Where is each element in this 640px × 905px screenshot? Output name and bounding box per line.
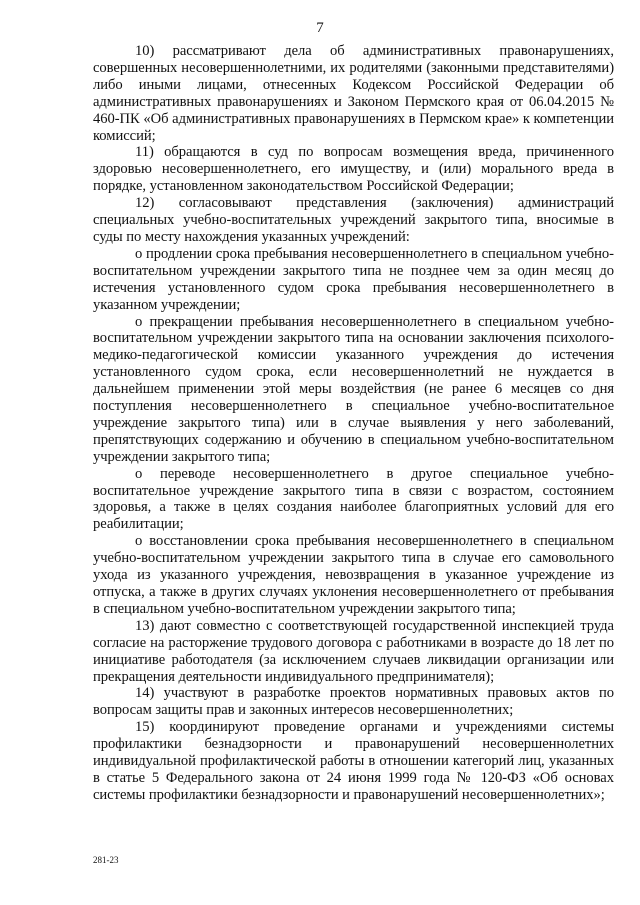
paragraph-restoration-term: о восстановлении срока пребывания несовершеннолетнего в специальном учебно-воспитательном учреждении закрытого типа в случае его самовольного ухода из указанного учреждения, невозвращения в указанное учреждение из отпуска, а также в других случаях уклонения несовершеннолетнего от пребывания в специальном учебно-воспитательном учреждении закрытого типа; — [93, 533, 614, 617]
paragraph-item-11: 11) обращаются в суд по вопросам возмещения вреда, причиненного здоровью несовершеннолетнего, его имуществу, и (или) морального вреда в порядке, установленном законодательством Российской Федерации; — [93, 144, 614, 195]
paragraph-item-10: 10) рассматривают дела об административных правонарушениях, совершенных несовершеннолетними, их родителями (законными представителями) либо иными лицами, отнесенных Кодексом Российской Федерации об административных правонарушениях и Законом Пермского края от 06.04.2015 № 460-ПК «Об административных правонарушениях в Пермском крае» к компетенции комиссий; — [93, 43, 614, 144]
paragraph-item-13: 13) дают совместно с соответствующей государственной инспекцией труда согласие на расторжение трудового договора с работниками в возрасте до 18 лет по инициативе работодателя (за исключением случаев ликвидации организации или прекращения деятельности индивидуального предпринимателя); — [93, 617, 614, 685]
paragraph-item-15: 15) координируют проведение органами и учреждениями системы профилактики безнадзорности и правонарушений несовершеннолетних индивидуальной профилактической работы в отношении категорий лиц, указанных в статье 5 Федерального закона от 24 июня 1999 года № 120-ФЗ «Об основах системы профилактики безнадзорности и правонарушений несовершеннолетних»; — [93, 719, 614, 803]
paragraph-item-14: 14) участвуют в разработке проектов нормативных правовых актов по вопросам защиты прав и законных интересов несовершеннолетних; — [93, 685, 614, 719]
paragraph-item-12: 12) согласовывают представления (заключения) администраций специальных учебно-воспитательных учреждений закрытого типа, вносимые в суды по месту нахождения указанных учреждений: — [93, 195, 614, 245]
document-code: 281-23 — [93, 855, 119, 865]
paragraph-extension-term: о продлении срока пребывания несовершеннолетнего в специальном учебно-воспитательном учреждении закрытого типа не позднее чем за один месяц до истечения установленного судом срока пребывания несовершеннолетнего в указанном учреждении; — [93, 245, 614, 313]
document-body — [93, 43, 614, 804]
page-number: 7 — [316, 20, 324, 36]
paragraph-termination-stay: о прекращении пребывания несовершеннолетнего в специальном учебно-воспитательном учреждении закрытого типа на основании заключения психолого-медико-педагогической комиссии указанного учреждения до истечения установленного судом срока, если несовершеннолетний не нуждается в дальнейшем применении этой меры воздействия (не ранее 6 месяцев со дня поступления несовершеннолетнего в специальное учебно-воспитательное учреждение закрытого типа) или в случае выявления у него заболеваний, препятствующих содержанию и обучению в специальном учебно-воспитательном учреждении закрытого типа; — [93, 313, 614, 465]
paragraph-transfer: о переводе несовершеннолетнего в другое специальное учебно-воспитательное учреждение закрытого типа в связи с возрастом, состоянием здоровья, а также в целях создания наиболее благоприятных условий для его реабилитации; — [93, 465, 614, 533]
